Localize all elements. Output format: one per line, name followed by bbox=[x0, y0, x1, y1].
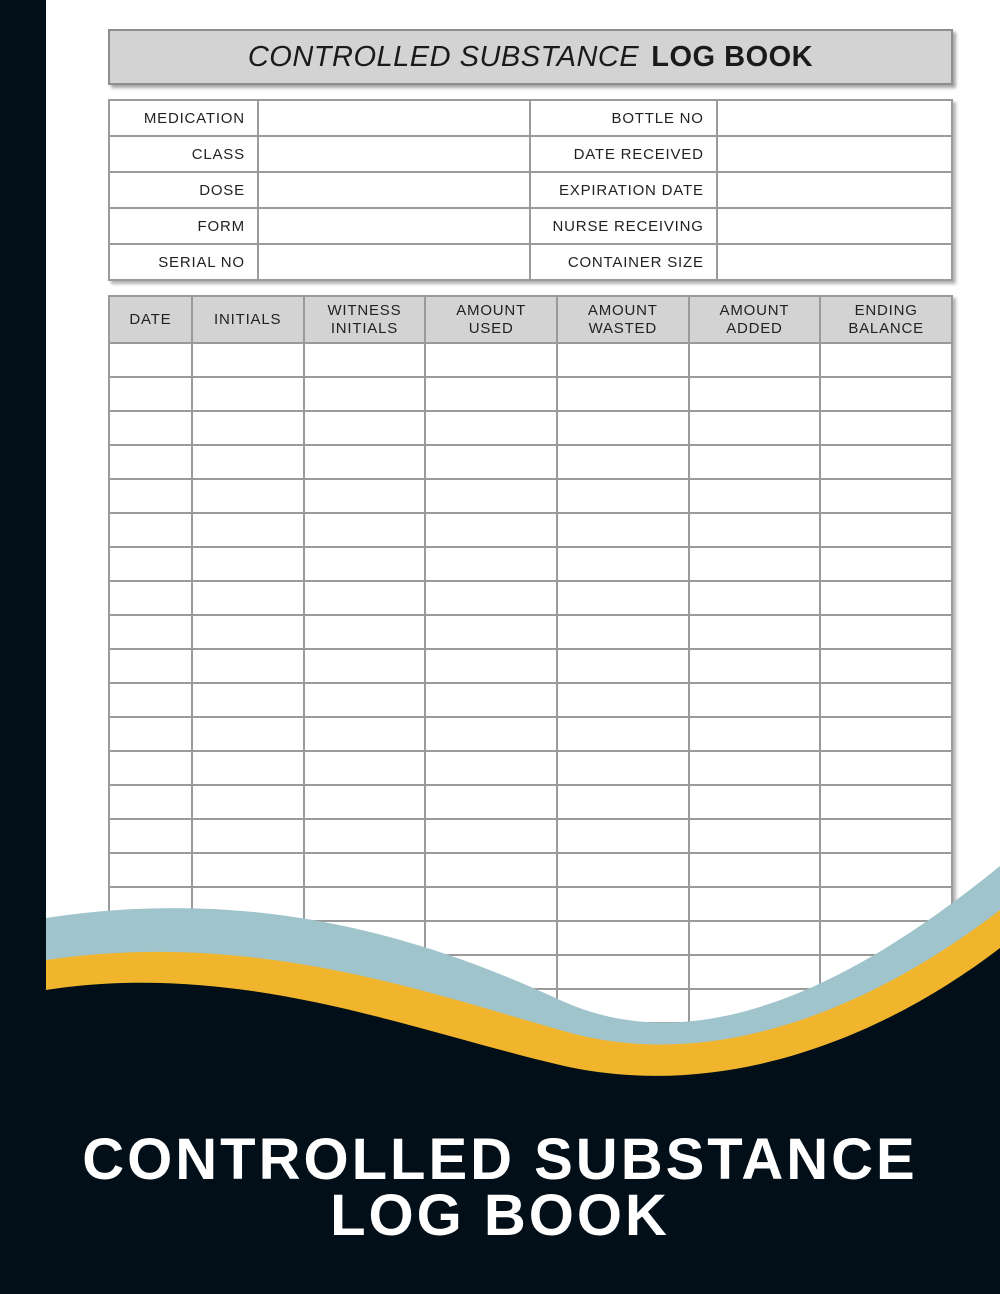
log-cell[interactable] bbox=[304, 581, 426, 615]
table-row bbox=[109, 411, 952, 445]
log-column-header bbox=[109, 296, 192, 343]
cover-title bbox=[0, 1127, 1000, 1248]
table-row bbox=[109, 649, 952, 683]
info-value-class[interactable] bbox=[258, 136, 530, 172]
log-cell[interactable] bbox=[557, 411, 689, 445]
log-cell[interactable] bbox=[820, 445, 952, 479]
log-column-header bbox=[820, 296, 952, 343]
log-column-header bbox=[425, 296, 557, 343]
log-column-header-line1: INITIALS bbox=[214, 310, 282, 328]
log-cell[interactable] bbox=[689, 717, 821, 751]
log-cell[interactable] bbox=[109, 581, 192, 615]
info-label-dose: DOSE bbox=[109, 172, 258, 208]
log-cell[interactable] bbox=[109, 683, 192, 717]
log-cell[interactable] bbox=[557, 615, 689, 649]
info-value-bottle-no[interactable] bbox=[717, 100, 952, 136]
log-cell[interactable] bbox=[425, 479, 557, 513]
log-cell[interactable] bbox=[425, 819, 557, 853]
log-cell[interactable] bbox=[425, 649, 557, 683]
log-cell[interactable] bbox=[820, 683, 952, 717]
table-row bbox=[109, 581, 952, 615]
log-cell[interactable] bbox=[557, 819, 689, 853]
log-cell[interactable] bbox=[192, 377, 304, 411]
log-cell[interactable] bbox=[109, 615, 192, 649]
log-cell[interactable] bbox=[425, 547, 557, 581]
log-cell[interactable] bbox=[557, 479, 689, 513]
log-cell[interactable] bbox=[557, 377, 689, 411]
log-cell[interactable] bbox=[192, 615, 304, 649]
info-label-date-received: DATE RECEIVED bbox=[530, 136, 717, 172]
log-cell[interactable] bbox=[820, 785, 952, 819]
log-cell[interactable] bbox=[689, 751, 821, 785]
log-cell[interactable] bbox=[304, 479, 426, 513]
log-cell[interactable] bbox=[689, 581, 821, 615]
info-value-nurse-receiving[interactable] bbox=[717, 208, 952, 244]
info-value-expiration-date[interactable] bbox=[717, 172, 952, 208]
page-header bbox=[108, 29, 953, 85]
info-row bbox=[109, 208, 952, 244]
log-cell[interactable] bbox=[304, 411, 426, 445]
log-cell[interactable] bbox=[689, 615, 821, 649]
log-cell[interactable] bbox=[192, 785, 304, 819]
info-label-serial-no: SERIAL NO bbox=[109, 244, 258, 280]
log-column-header bbox=[192, 296, 304, 343]
log-cell[interactable] bbox=[689, 479, 821, 513]
log-cell[interactable] bbox=[557, 445, 689, 479]
log-column-header bbox=[557, 296, 689, 343]
log-cell[interactable] bbox=[689, 785, 821, 819]
log-cell[interactable] bbox=[425, 343, 557, 377]
table-row bbox=[109, 751, 952, 785]
info-label-nurse-receiving: NURSE RECEIVING bbox=[530, 208, 717, 244]
log-column-header-line1: AMOUNT bbox=[587, 301, 658, 319]
log-cell[interactable] bbox=[425, 717, 557, 751]
table-row bbox=[109, 343, 952, 377]
log-cell[interactable] bbox=[820, 819, 952, 853]
log-cell[interactable] bbox=[689, 547, 821, 581]
info-label-expiration-date: EXPIRATION DATE bbox=[530, 172, 717, 208]
log-cell[interactable] bbox=[192, 683, 304, 717]
log-column-header bbox=[689, 296, 821, 343]
table-row bbox=[109, 785, 952, 819]
table-row bbox=[109, 445, 952, 479]
info-label-form: FORM bbox=[109, 208, 258, 244]
log-cell[interactable] bbox=[425, 581, 557, 615]
log-cell[interactable] bbox=[304, 649, 426, 683]
info-value-serial-no[interactable] bbox=[258, 244, 530, 280]
log-cell[interactable] bbox=[192, 445, 304, 479]
log-cell[interactable] bbox=[557, 581, 689, 615]
log-cell[interactable] bbox=[557, 547, 689, 581]
info-value-dose[interactable] bbox=[258, 172, 530, 208]
log-cell[interactable] bbox=[689, 445, 821, 479]
log-cell[interactable] bbox=[689, 411, 821, 445]
log-cell[interactable] bbox=[109, 343, 192, 377]
cover-title-line1: CONTROLLED SUBSTANCE bbox=[82, 1127, 918, 1192]
log-cell[interactable] bbox=[689, 513, 821, 547]
info-row bbox=[109, 172, 952, 208]
log-cell[interactable] bbox=[557, 717, 689, 751]
log-cell[interactable] bbox=[109, 649, 192, 683]
log-cell[interactable] bbox=[192, 411, 304, 445]
table-row bbox=[109, 547, 952, 581]
log-cell[interactable] bbox=[820, 751, 952, 785]
log-column-header-line1: DATE bbox=[129, 310, 172, 328]
log-column-header-line2: INITIALS bbox=[330, 319, 399, 337]
log-cell[interactable] bbox=[425, 377, 557, 411]
info-label-container-size: CONTAINER SIZE bbox=[530, 244, 717, 280]
log-cell[interactable] bbox=[192, 513, 304, 547]
log-cell[interactable] bbox=[820, 547, 952, 581]
table-row bbox=[109, 683, 952, 717]
log-cell[interactable] bbox=[109, 785, 192, 819]
table-row bbox=[109, 819, 952, 853]
log-cell[interactable] bbox=[192, 343, 304, 377]
log-column-header-line1: WITNESS bbox=[327, 301, 402, 319]
log-cell[interactable] bbox=[557, 649, 689, 683]
log-cell[interactable] bbox=[304, 615, 426, 649]
log-cell[interactable] bbox=[557, 751, 689, 785]
log-cell[interactable] bbox=[109, 547, 192, 581]
log-cell[interactable] bbox=[820, 581, 952, 615]
info-value-container-size[interactable] bbox=[717, 244, 952, 280]
log-cell[interactable] bbox=[820, 513, 952, 547]
log-cell[interactable] bbox=[689, 377, 821, 411]
info-label-class: CLASS bbox=[109, 136, 258, 172]
log-column-header-line2: WASTED bbox=[588, 319, 657, 337]
log-cell[interactable] bbox=[425, 513, 557, 547]
log-cell[interactable] bbox=[109, 819, 192, 853]
log-cell[interactable] bbox=[192, 819, 304, 853]
log-cell[interactable] bbox=[689, 819, 821, 853]
cover-title-line2: LOG BOOK bbox=[330, 1183, 670, 1248]
log-cell[interactable] bbox=[689, 343, 821, 377]
log-cell[interactable] bbox=[304, 785, 426, 819]
header-title-bold: LOG BOOK bbox=[651, 40, 814, 73]
log-cell[interactable] bbox=[557, 683, 689, 717]
log-cell[interactable] bbox=[304, 751, 426, 785]
log-cell[interactable] bbox=[557, 785, 689, 819]
log-cell[interactable] bbox=[109, 513, 192, 547]
log-cell[interactable] bbox=[425, 615, 557, 649]
table-row bbox=[109, 377, 952, 411]
log-cell[interactable] bbox=[192, 717, 304, 751]
log-cell[interactable] bbox=[109, 479, 192, 513]
log-cell[interactable] bbox=[425, 785, 557, 819]
log-cell[interactable] bbox=[304, 445, 426, 479]
log-cell[interactable] bbox=[820, 717, 952, 751]
log-cell[interactable] bbox=[109, 717, 192, 751]
info-row bbox=[109, 244, 952, 280]
log-cell[interactable] bbox=[304, 513, 426, 547]
log-cell[interactable] bbox=[109, 411, 192, 445]
log-column-header-line1: ENDING bbox=[854, 301, 918, 319]
log-cell[interactable] bbox=[820, 615, 952, 649]
log-cell[interactable] bbox=[820, 343, 952, 377]
table-row bbox=[109, 513, 952, 547]
log-cell[interactable] bbox=[820, 411, 952, 445]
log-cell[interactable] bbox=[820, 479, 952, 513]
log-cell[interactable] bbox=[820, 649, 952, 683]
log-cell[interactable] bbox=[304, 683, 426, 717]
log-column-header-line2: USED bbox=[468, 319, 514, 337]
info-value-date-received[interactable] bbox=[717, 136, 952, 172]
log-cell[interactable] bbox=[192, 547, 304, 581]
log-cell[interactable] bbox=[304, 377, 426, 411]
log-cell[interactable] bbox=[425, 683, 557, 717]
header-title-light: CONTROLLED SUBSTANCE bbox=[247, 40, 640, 73]
log-cell[interactable] bbox=[425, 445, 557, 479]
log-cell[interactable] bbox=[192, 581, 304, 615]
log-cell[interactable] bbox=[304, 547, 426, 581]
log-cell[interactable] bbox=[557, 513, 689, 547]
log-column-header-line1: AMOUNT bbox=[456, 301, 527, 319]
log-cell[interactable] bbox=[304, 343, 426, 377]
log-cell[interactable] bbox=[689, 649, 821, 683]
table-row bbox=[109, 717, 952, 751]
log-cell[interactable] bbox=[109, 445, 192, 479]
log-cell[interactable] bbox=[689, 683, 821, 717]
log-cell[interactable] bbox=[304, 717, 426, 751]
log-cell[interactable] bbox=[820, 377, 952, 411]
info-label-bottle-no: BOTTLE NO bbox=[530, 100, 717, 136]
table-row bbox=[109, 615, 952, 649]
log-cell[interactable] bbox=[304, 819, 426, 853]
log-column-header bbox=[304, 296, 426, 343]
info-value-form[interactable] bbox=[258, 208, 530, 244]
log-cell[interactable] bbox=[192, 649, 304, 683]
log-cell[interactable] bbox=[109, 377, 192, 411]
info-label-medication: MEDICATION bbox=[109, 100, 258, 136]
info-row bbox=[109, 136, 952, 172]
info-row bbox=[109, 100, 952, 136]
log-cell[interactable] bbox=[192, 751, 304, 785]
log-column-header-line1: AMOUNT bbox=[719, 301, 790, 319]
info-value-medication[interactable] bbox=[258, 100, 530, 136]
log-cell[interactable] bbox=[557, 343, 689, 377]
log-column-header-line2: BALANCE bbox=[848, 319, 924, 337]
log-table-header-row bbox=[109, 296, 952, 343]
table-row bbox=[109, 479, 952, 513]
log-cell[interactable] bbox=[425, 751, 557, 785]
log-column-header-line2: ADDED bbox=[726, 319, 783, 337]
log-cell[interactable] bbox=[109, 751, 192, 785]
log-cell[interactable] bbox=[192, 479, 304, 513]
medication-info-table bbox=[108, 99, 953, 281]
log-cell[interactable] bbox=[425, 411, 557, 445]
